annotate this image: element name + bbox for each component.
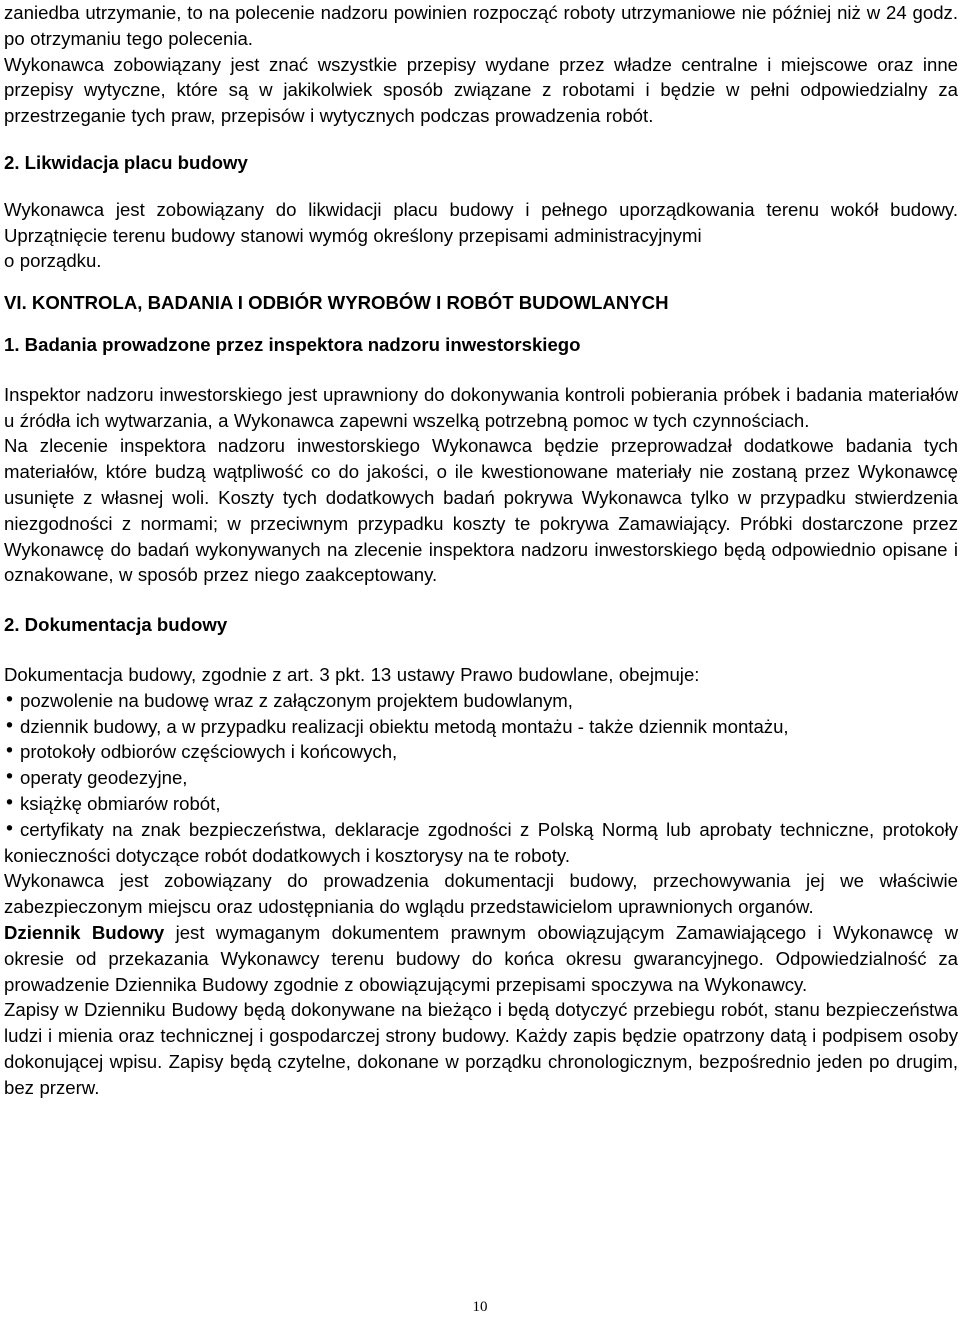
subsection-1-heading: 1. Badania prowadzone przez inspektora nadzoru inwestorskiego: [4, 333, 581, 355]
documentation-list: [4, 688, 958, 869]
inspection-paragraph-2: Na zlecenie inspektora nadzoru inwestorskiego Wykonawca będzie przeprowadzał dodatkowe badania tych materiałów, które budzą wątpliwość co do jakości, o ile kwestionowane materiały nie zostaną przez Wykonawcę usunięte z własnej woli. Koszty tych dodatkowych badań pokrywa Wykonawca tylko w przypadku stwierdzenia niezgodności z normami; w przeciwnym przypadku koszty te pokrywa Zamawiający. Próbki dostarczone przez Wykonawcę do badań wykonywanych na zlecenie inspektora nadzoru inwestorskiego będą odpowiednio opisane i oznakowane, w sposób przez niego zaakceptowany.: [4, 435, 958, 586]
documentation-intro: Dokumentacja budowy, zgodnie z art. 3 pkt. 13 ustawy Prawo budowlane, obejmuje:: [4, 663, 700, 685]
diary-entries-paragraph: Zapisy w Dzienniku Budowy będą dokonywane na bieżąco i będą dotyczyć przebiegu robót, stanu bezpieczeństwa ludzi i mienia oraz technicznej i gospodarczej strony budowy. Każdy zapis będzie opatrzony datą i podpisem osoby dokonującej wpisu. Zapisy będą czytelne, dokonane w porządku chronologicznym, bezpośrednio jeden po drugim, bez przerw.: [4, 999, 958, 1098]
intro-paragraph-2: Wykonawca zobowiązany jest znać wszystkie przepisy wydane przez władze centralne i miejscowe oraz inne przepisy wytyczne, które są w jakikolwiek sposób związane z robotami i będzie w pełni odpowiedzialny za przestrzeganie tych praw, przepisów i wytycznych podczas prowadzenia robót.: [4, 53, 958, 127]
section-2-heading: 2. Likwidacja placu budowy: [4, 151, 248, 173]
documentation-storage-paragraph: Wykonawca jest zobowiązany do prowadzenia dokumentacji budowy, przechowywania jej we właściwie zabezpieczonym miejscu oraz udostępniania do wglądu przedstawicielom uprawnionych organów.: [4, 870, 958, 918]
intro-paragraph-1: zaniedba utrzymanie, to na polecenie nadzoru powinien rozpocząć roboty utrzymaniowe nie później niż w 24 godz. po otrzymaniu tego polecenia.: [4, 2, 958, 49]
list-item: • operaty geodezyjne,: [4, 765, 958, 791]
list-item: • dziennik budowy, a w przypadku realizacji obiektu metodą montażu - także dziennik montażu,: [4, 714, 958, 740]
site-clearance-text: Wykonawca jest zobowiązany do likwidacji placu budowy i pełnego uporządkowania terenu wokół budowy. Uprzątnięcie terenu budowy stanowi wymóg określony przepisami administracyjnymi: [4, 198, 958, 246]
site-diary-paragraph: [4, 920, 958, 997]
list-item: • certyfikaty na znak bezpieczeństwa, deklaracje zgodności z Polską Normą lub aprobaty techniczne, protokoły konieczności dotyczące robót dodatkowych i kosztorysy na te roboty.: [4, 817, 958, 869]
site-diary-text: jest wymaganym dokumentem prawnym obowiązującym Zamawiającego i Wykonawcę w okresie od przekazania Wykonawcy terenu budowy do końca okresu gwarancyjnego. Odpowiedzialność za prowadzenie Dziennika Budowy zgodnie z obowiązującymi przepisami spoczywa na Wykonawcy.: [4, 921, 958, 995]
chapter-vi-heading: VI. KONTROLA, BADANIA I ODBIÓR WYROBÓW I ROBÓT BUDOWLANYCH: [4, 292, 669, 314]
site-clearance-paragraph: [4, 197, 958, 274]
page-number: 10: [472, 1299, 488, 1315]
list-item: • protokoły odbiorów częściowych i końcowych,: [4, 739, 958, 765]
page-content: [4, 0, 958, 1100]
site-diary-term: Dziennik Budowy: [4, 921, 165, 943]
site-clearance-tail: o porządku.: [4, 250, 102, 272]
inspection-paragraph-1: Inspektor nadzoru inwestorskiego jest uprawniony do dokonywania kontroli pobierania próbek i badania materiałów u źródła ich wytwarzania, a Wykonawca zapewni wszelką potrzebną pomoc w tych czynnościach.: [4, 383, 958, 431]
subsection-2-heading: 2. Dokumentacja budowy: [4, 614, 228, 636]
list-item: • pozwolenie na budowę wraz z załączonym projektem budowlanym,: [4, 688, 958, 714]
list-item: • książkę obmiarów robót,: [4, 791, 958, 817]
